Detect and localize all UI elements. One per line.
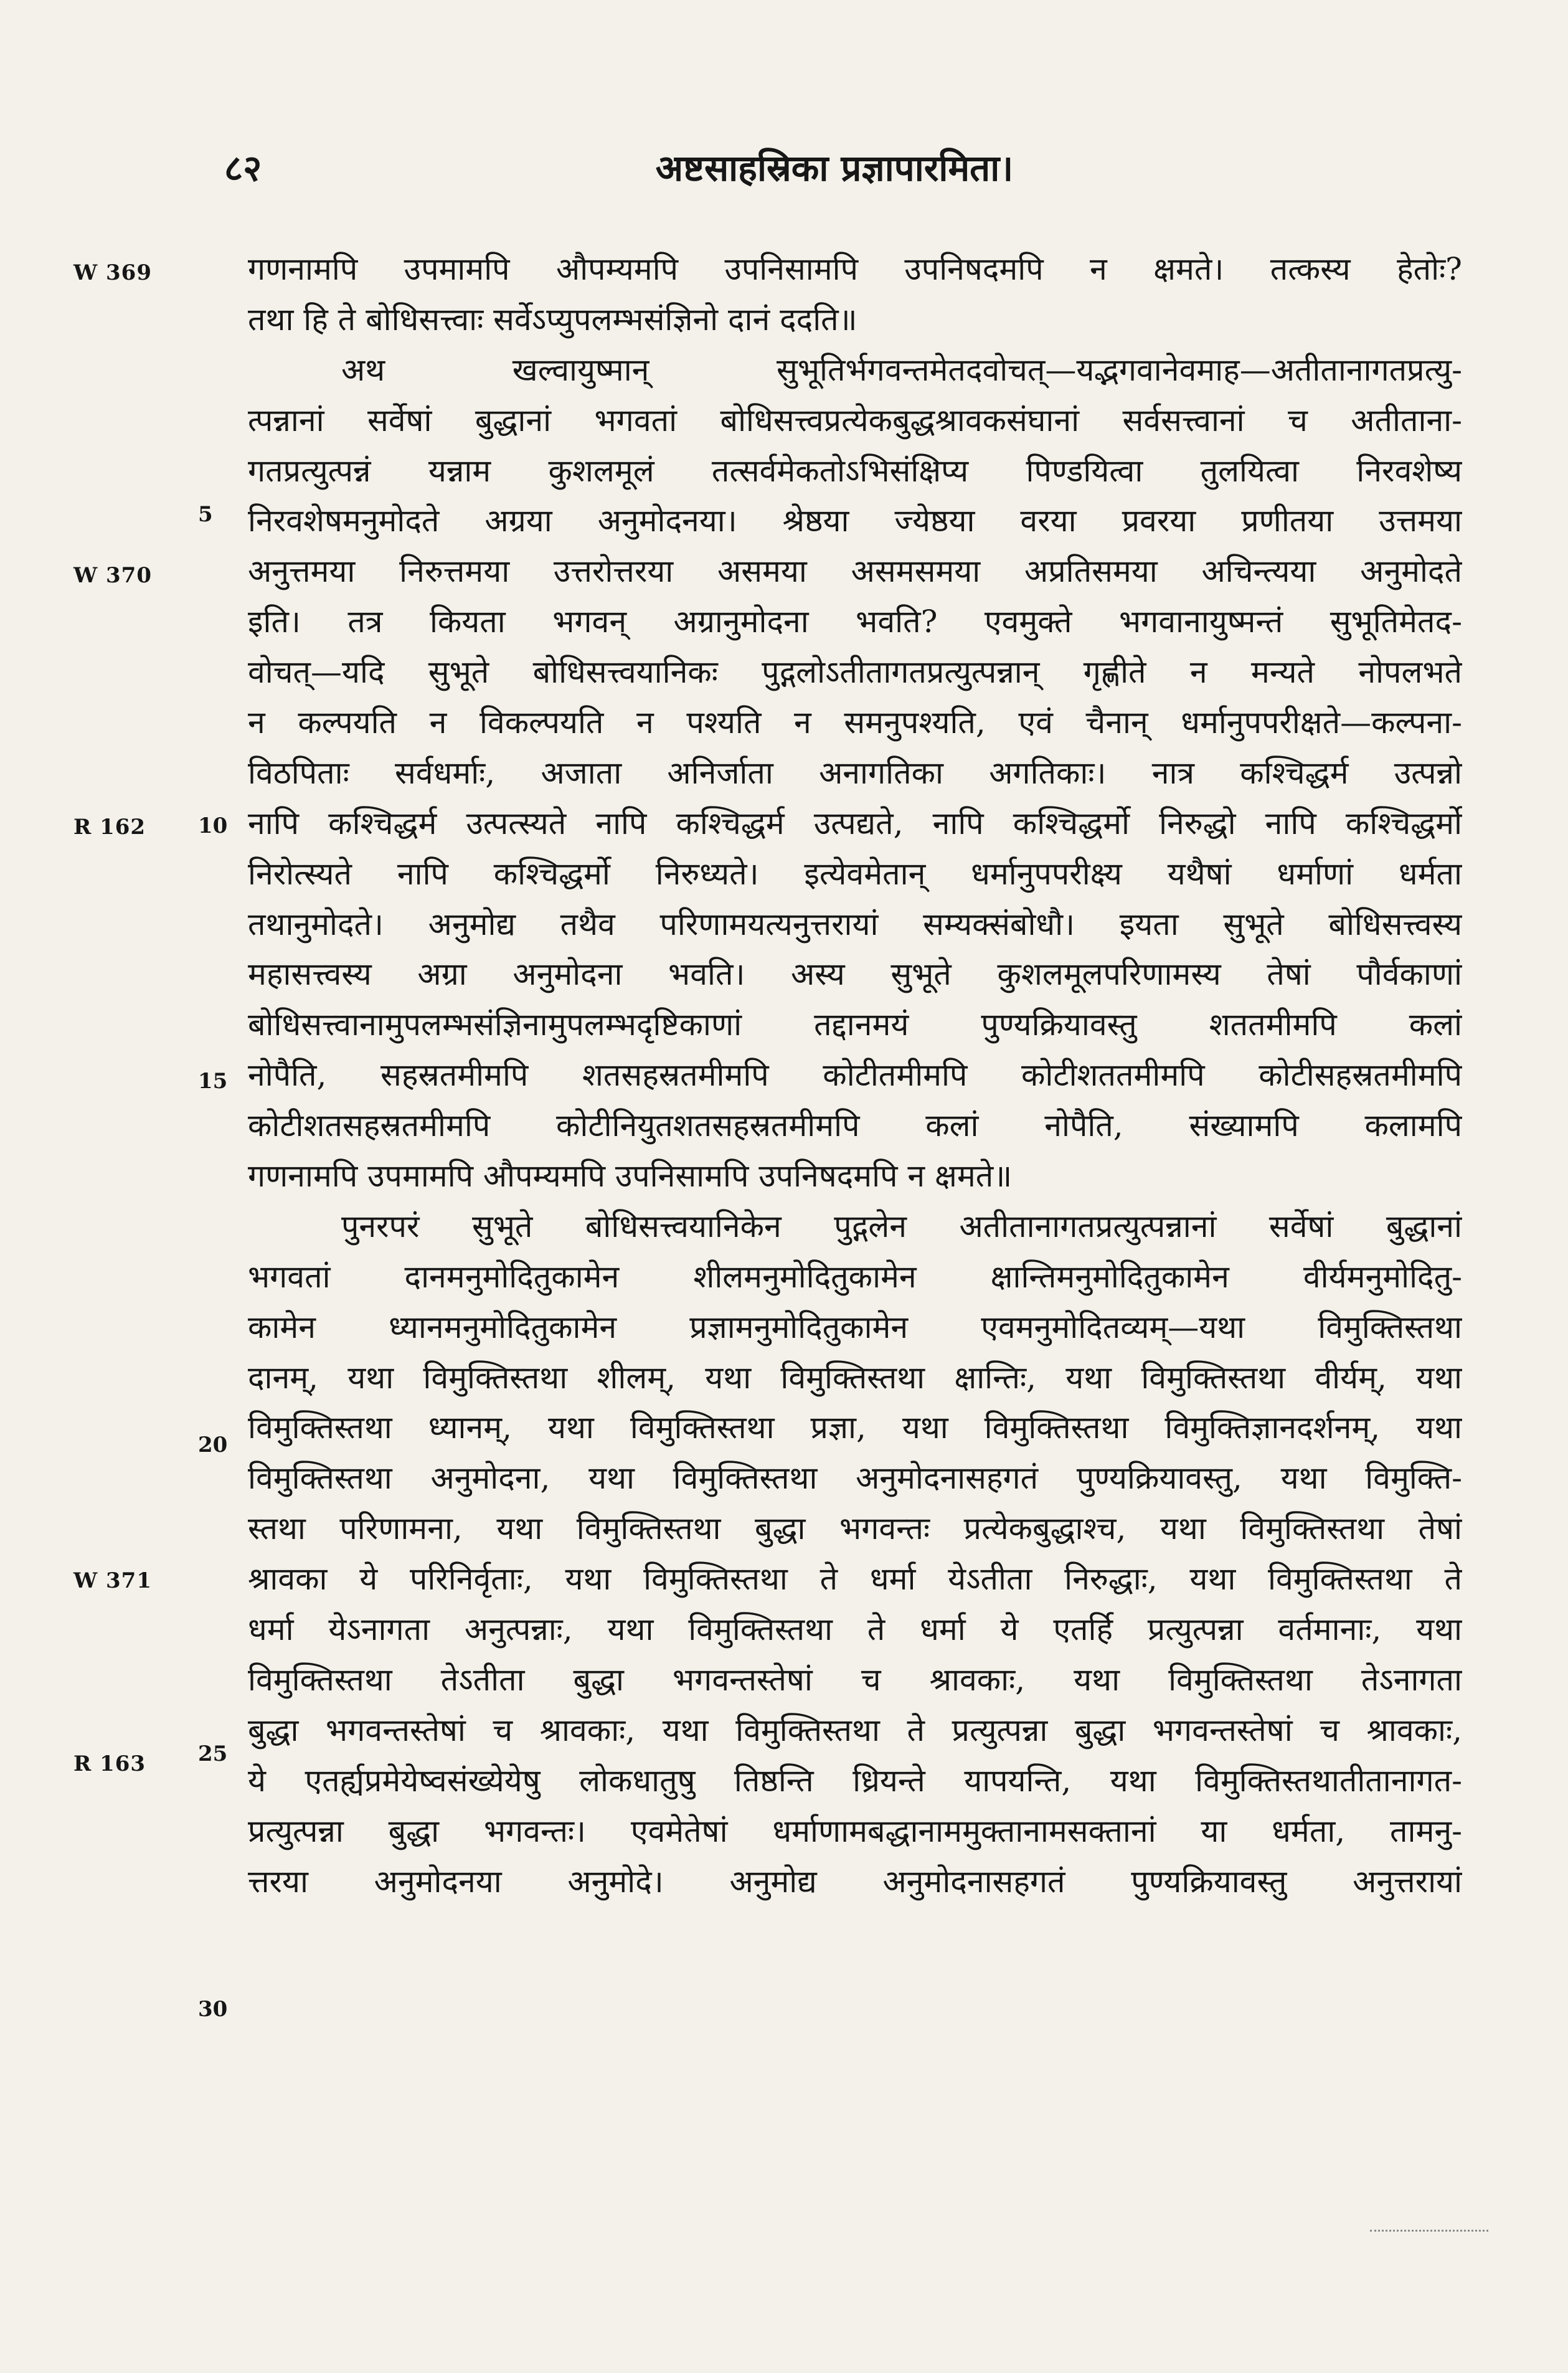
text-line: नोपैति, सहस्रतमीमपि शतसहस्रतमीमपि कोटीतमीमपि कोटीशततमीमपि कोटीसहस्रतमीमपि <box>248 1057 1462 1094</box>
text-line: वोचत्—यदि सुभूते बोधिसत्त्वयानिकः पुद्गलोऽतीतागतप्रत्युत्पन्नान् गृह्णीते न मन्यते नोपलभते <box>248 654 1462 691</box>
text-line: गतप्रत्युत्पन्नं यन्नाम कुशलमूलं तत्सर्वमेकतोऽभिसंक्षिप्य पिण्डयित्वा तुलयित्वा निरवशेष्य <box>248 452 1462 489</box>
text-line: नापि कश्चिद्धर्म उत्पत्स्यते नापि कश्चिद्धर्म उत्पद्यते, नापि कश्चिद्धर्मो निरुद्धो नापि कश्चिद्धर्मो <box>248 805 1462 841</box>
text-line: बुद्धा भगवन्तस्तेषां च श्रावकाः, यथा विमुक्तिस्तथा ते प्रत्युत्पन्ना बुद्धा भगवन्तस्तेषां च श्रावकाः, <box>248 1712 1462 1748</box>
margin-ref: R 163 <box>73 1751 146 1776</box>
text-line: निरोत्स्यते नापि कश्चिद्धर्मो निरुध्यते। इत्येवमेतान् धर्मानुपपरीक्ष्य यथैषां धर्माणां धर्मता <box>248 855 1462 892</box>
text-line: धर्मा येऽनागता अनुत्पन्नाः, यथा विमुक्तिस्तथा ते धर्मा ये एतर्हि प्रत्युत्पन्ना वर्तमानाः, यथा <box>248 1611 1462 1648</box>
text-line: इति। तत्र कियता भगवन् अग्रानुमोदना भवति? एवमुक्ते भगवानायुष्मन्तं सुभूतिमेतद- <box>248 604 1462 640</box>
text-line: विमुक्तिस्तथा ध्यानम्, यथा विमुक्तिस्तथा प्रज्ञा, यथा विमुक्तिस्तथा विमुक्तिज्ञानदर्शनम्, यथा <box>248 1409 1462 1446</box>
text-line: त्पन्नानां सर्वेषां बुद्धानां भगवतां बोधिसत्त्वप्रत्येकबुद्धश्रावकसंघानां सर्वसत्त्वानां च अतीताना- <box>248 402 1462 438</box>
text-line: निरवशेषमनुमोदते अग्रया अनुमोदनया। श्रेष्ठया ज्येष्ठया वरया प्रवरया प्रणीतया उत्तमया <box>248 503 1462 539</box>
body-text <box>248 244 1462 1906</box>
text-line: अनुत्तमया निरुत्तमया उत्तरोत्तरया असमया असमसमया अप्रतिसमया अचिन्त्यया अनुमोदते <box>248 553 1462 590</box>
text-line: कोटीशतसहस्रतमीमपि कोटीनियुतशतसहस्रतमीमपि कलां नोपैति, संख्यामपि कलामपि <box>248 1107 1462 1144</box>
margin-ref: W 371 <box>73 1568 152 1593</box>
margin-ref: W 369 <box>73 260 152 285</box>
text-line: त्तरया अनुमोदनया अनुमोदे। अनुमोद्य अनुमोदनासहगतं पुण्यक्रियावस्तु अनुत्तरायां <box>248 1863 1462 1900</box>
text-line: भगवतां दानमनुमोदितुकामेन शीलमनुमोदितुकामेन क्षान्तिमनुमोदितुकामेन वीर्यमनुमोदितु- <box>248 1258 1462 1295</box>
text-line: न कल्पयति न विकल्पयति न पश्यति न समनुपश्यति, एवं चैनान् धर्मानुपपरीक्षते—कल्पना- <box>248 704 1462 741</box>
margin-ref: W 370 <box>73 563 152 588</box>
line-number: 10 <box>198 813 228 838</box>
text-line: प्रत्युत्पन्ना बुद्धा भगवन्तः। एवमेतेषां धर्माणामबद्धानाममुक्तानामसक्तानां या धर्मता, तामनु- <box>248 1812 1462 1849</box>
page-header <box>224 142 1445 198</box>
text-line: गणनामपि उपमामपि औपम्यमपि उपनिसामपि उपनिषदमपि न क्षमते॥ <box>248 1158 1013 1195</box>
text-line: महासत्त्वस्य अग्रा अनुमोदना भवति। अस्य सुभूते कुशलमूलपरिणामस्य तेषां पौर्वकाणां <box>248 956 1462 993</box>
text-line: स्तथा परिणामना, यथा विमुक्तिस्तथा बुद्धा भगवन्तः प्रत्येकबुद्धाश्च, यथा विमुक्तिस्तथा तेषां <box>248 1510 1462 1547</box>
text-line: विमुक्तिस्तथा तेऽतीता बुद्धा भगवन्तस्तेषां च श्रावकाः, यथा विमुक्तिस्तथा तेऽनागता <box>248 1661 1462 1698</box>
line-number: 20 <box>198 1433 228 1457</box>
text-line: अथ खल्वायुष्मान् सुभूतिर्भगवन्तमेतदवोचत्—यद्भगवानेवमाह—अतीतानागतप्रत्यु- <box>341 351 1462 388</box>
text-line: दानम्, यथा विमुक्तिस्तथा शीलम्, यथा विमुक्तिस्तथा क्षान्तिः, यथा विमुक्तिस्तथा वीर्यम्, यथा <box>248 1359 1462 1396</box>
margin-ref: R 162 <box>73 815 146 840</box>
page-end-rule <box>1370 2230 1488 2232</box>
page-number: ८२ <box>224 147 262 189</box>
text-line: ये एतर्ह्यप्रमेयेष्वसंख्येयेषु लोकधातुषु तिष्ठन्ति ध्रियन्ते यापयन्ति, यथा विमुक्तिस्तथातीतानागत- <box>248 1762 1462 1799</box>
text-line: गणनामपि उपमामपि औपम्यमपि उपनिसामपि उपनिषदमपि न क्षमते। तत्कस्य हेतोः? <box>248 251 1462 287</box>
text-line: बोधिसत्त्वानामुपलम्भसंज्ञिनामुपलम्भदृष्टिकाणां तद्दानमयं पुण्यक्रियावस्तु शततमीमपि कलां <box>248 1007 1462 1043</box>
text-line: पुनरपरं सुभूते बोधिसत्त्वयानिकेन पुद्गलेन अतीतानागतप्रत्युत्पन्नानां सर्वेषां बुद्धानां <box>341 1208 1462 1244</box>
text-line: तथा हि ते बोधिसत्त्वाः सर्वेऽप्युपलम्भसंज्ञिनो दानं ददति॥ <box>248 301 857 338</box>
text-line: विमुक्तिस्तथा अनुमोदना, यथा विमुक्तिस्तथा अनुमोदनासहगतं पुण्यक्रियावस्तु, यथा विमुक्ति- <box>248 1460 1462 1497</box>
text-line: तथानुमोदते। अनुमोद्य तथैव परिणामयत्यनुत्तरायां सम्यक्संबोधौ। इयता सुभूते बोधिसत्त्वस्य <box>248 906 1462 942</box>
line-number: 25 <box>198 1741 228 1766</box>
line-number: 30 <box>198 1997 228 2022</box>
text-line: श्रावका ये परिनिर्वृताः, यथा विमुक्तिस्तथा ते धर्मा येऽतीता निरुद्धाः, यथा विमुक्तिस्तथा ते <box>248 1561 1462 1598</box>
text-line: विठपिताः सर्वधर्माः, अजाता अनिर्जाता अनागतिका अगतिकाः। नात्र कश्चिद्धर्म उत्पन्नो <box>248 754 1462 791</box>
running-title: अष्टसाहस्रिका प्रज्ञापारमिता। <box>655 147 1014 189</box>
text-line: कामेन ध्यानमनुमोदितुकामेन प्रज्ञामनुमोदितुकामेन एवमनुमोदितव्यम्—यथा विमुक्तिस्तथा <box>248 1309 1462 1345</box>
line-number: 5 <box>198 502 213 527</box>
line-number: 15 <box>198 1069 228 1094</box>
